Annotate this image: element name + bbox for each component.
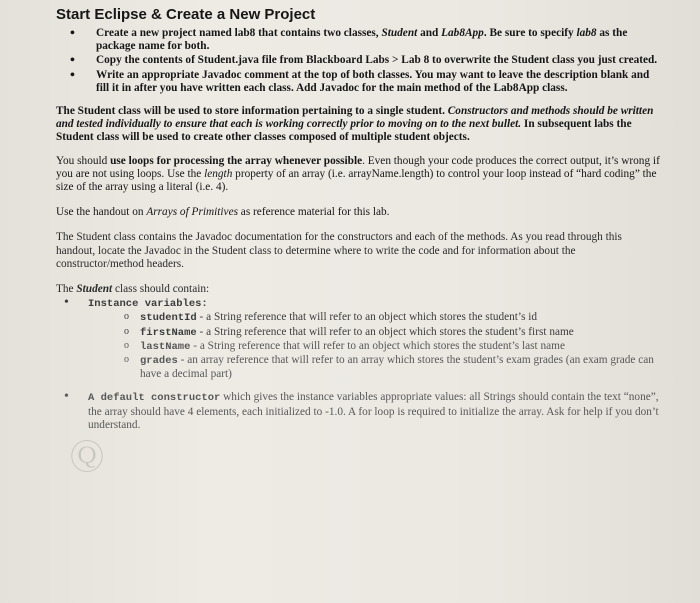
- handout-text-title: Arrays of Primitives: [146, 206, 238, 219]
- copyright-watermark-icon: Ⓠ: [70, 439, 104, 477]
- handout-paragraph: [56, 206, 660, 219]
- step-create-project: [96, 27, 660, 53]
- loops-text-bold: use loops for processing the array whenever possible: [110, 154, 363, 167]
- var-desc: - a String reference that will refer to an object which stores the student’s last name: [190, 339, 565, 352]
- step1-text-e: and: [417, 27, 442, 39]
- step1-text-h: lab8: [576, 27, 597, 39]
- var-last-name: [140, 340, 660, 354]
- loops-text-a: You should: [56, 154, 111, 167]
- default-constructor-label: A default constructor: [88, 392, 221, 405]
- instance-variables-label: Instance variables:: [88, 298, 208, 311]
- step1-text-i: as the package name for both.: [96, 27, 628, 53]
- var-name: firstName: [140, 326, 197, 339]
- handout-text-a: Use the handout on: [56, 206, 147, 219]
- var-grades: [140, 354, 660, 381]
- step1-text-d: Student: [381, 27, 418, 39]
- step1-text-f: Lab8App: [441, 27, 484, 39]
- loops-text-e: property of an array (i.e. arrayName.length) to control your loop instead of “hard coding” the size of the array using a literal (i.e. 4).: [56, 167, 657, 194]
- setup-steps: [56, 27, 660, 95]
- var-desc: - an array reference that will refer to an array which stores the student’s exam grades (an exam grade can have a decimal part): [140, 354, 654, 381]
- step1-text-c: that contains two classes,: [255, 27, 382, 39]
- var-desc: - a String reference that will refer to an object which stores the student’s first name: [196, 325, 574, 338]
- var-desc: - a String reference that will refer to an object which stores the student’s id: [196, 311, 538, 324]
- step1-text-b: lab8: [234, 27, 256, 39]
- step1-text-g: . Be sure to specify: [483, 27, 577, 39]
- contain-text-student: Student: [76, 283, 113, 296]
- instance-variable-list: [88, 311, 660, 381]
- loops-text-c: . Even though your code produces the correct output, it’s wrong if you are not using loops. Use the: [56, 154, 660, 180]
- step-copy-contents: • Copy the contents of Student.java file from Blackboard Labs > Lab 8 to overwrite the Student class you just created.: [96, 54, 660, 67]
- intro-text-c: In subsequent labs the Student class will be used to create other classes composed of multiple student objects.: [56, 118, 632, 144]
- var-first-name: [140, 326, 660, 340]
- loops-text-length: length: [204, 167, 233, 180]
- var-name: lastName: [140, 340, 191, 353]
- student-class-intro: [56, 105, 660, 145]
- instance-variables-item: [88, 297, 660, 381]
- intro-text-a: The Student class will be used to store information pertaining to a single student.: [56, 105, 448, 118]
- var-student-id: [140, 311, 660, 325]
- intro-text-emphasis: Constructors and methods should be written and tested individually to ensure that each is working correctly prior to moving on to the next bullet.: [56, 105, 654, 131]
- contain-heading: [56, 283, 660, 296]
- var-name: grades: [140, 355, 178, 368]
- step1-text-a: Create a new project named: [96, 27, 235, 39]
- page-title: Start Eclipse & Create a New Project: [56, 6, 316, 23]
- contents-list: [56, 297, 660, 432]
- default-constructor-desc: which gives the instance variables appropriate values: all Strings should contain the text “none”, the array should have 4 elements, each initialized to -1.0. A for loop is required to initialize the array. Ask for help if you don’t understand.: [88, 391, 659, 431]
- var-name: studentId: [140, 312, 197, 325]
- contain-text-c: class should contain:: [112, 283, 210, 296]
- javadoc-paragraph: The Student class contains the Javadoc documentation for the constructors and each of the methods. As you read through this handout, locate the Javadoc in the Student class to determine where to write the code and for information about the constructor/method headers.: [56, 231, 622, 270]
- handout-text-c: as reference material for this lab.: [237, 206, 390, 219]
- contain-text-a: The: [56, 283, 77, 296]
- loops-paragraph: [56, 155, 660, 195]
- step-javadoc: • Write an appropriate Javadoc comment at the top of both classes. You may want to leave the description blank and fill it in after you have written each class. Add Javadoc for the main method of the Lab8App class.: [96, 69, 660, 95]
- default-constructor-item: [88, 391, 660, 432]
